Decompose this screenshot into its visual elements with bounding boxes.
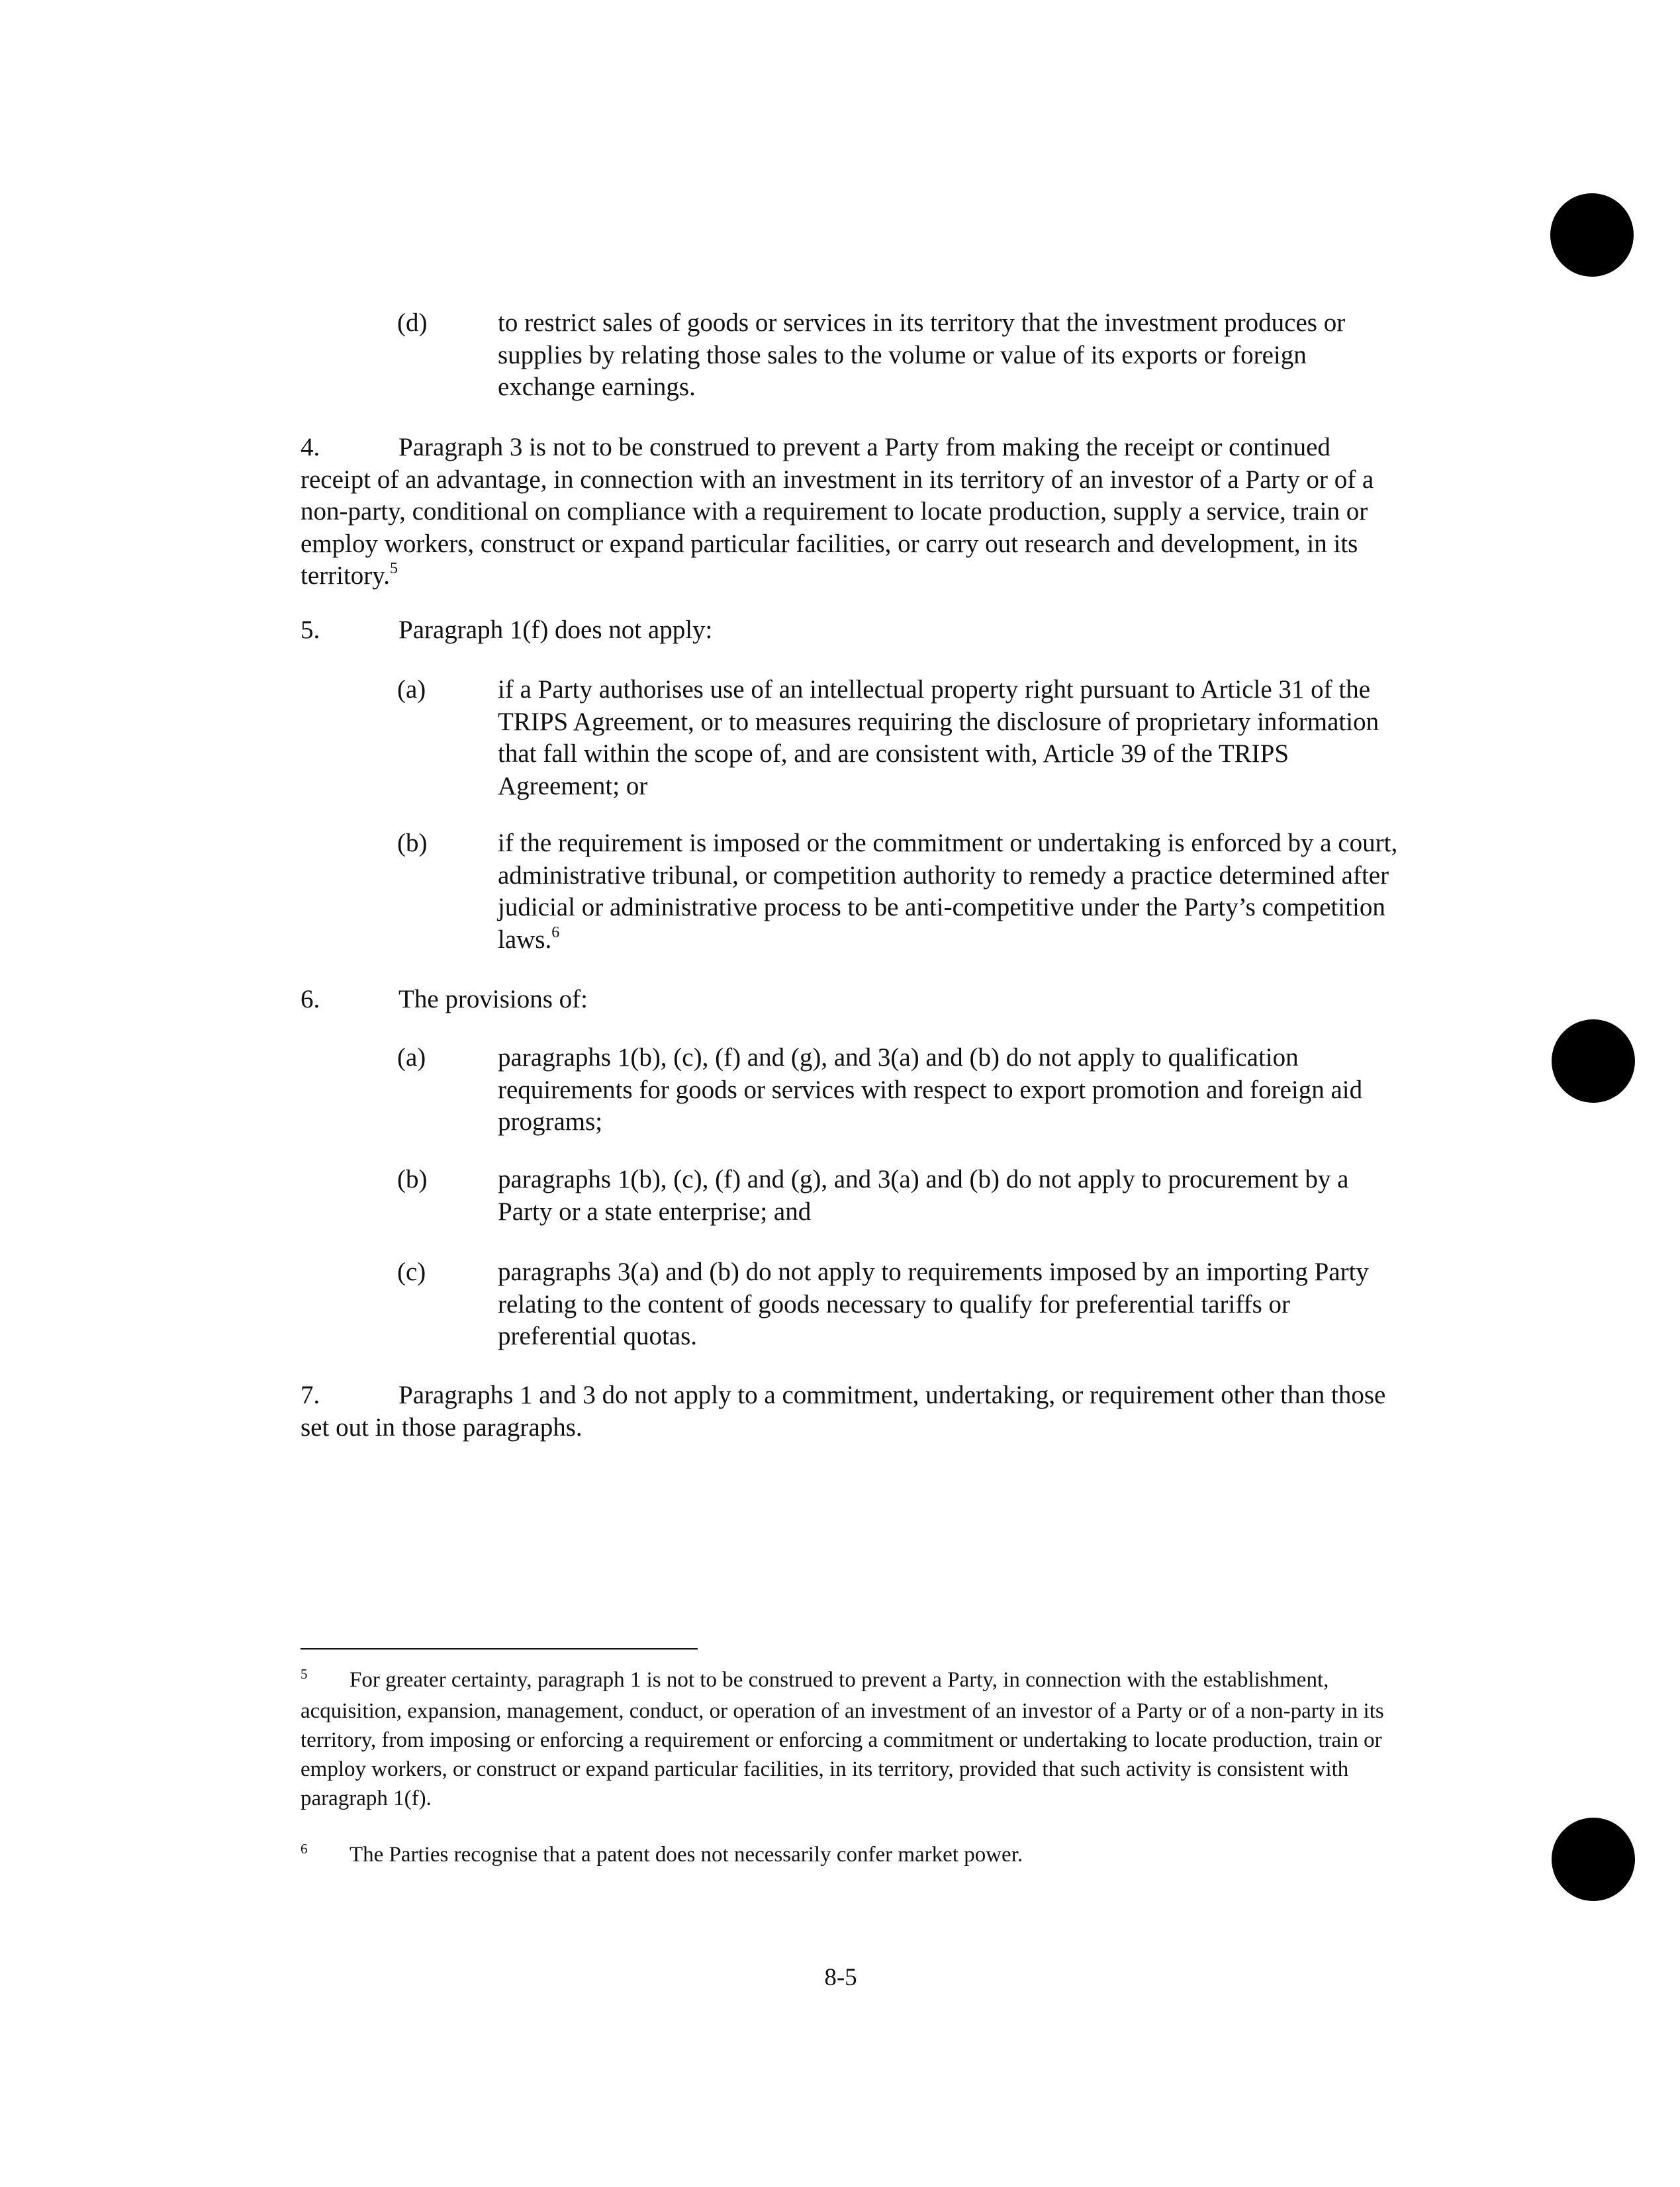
footnote-mark: 5 [301,1666,308,1682]
footnote-5 [301,1665,1399,1813]
subparagraph-text: paragraphs 1(b), (c), (f) and (g), and 3(a) and (b) do not apply to qualification requirements for goods or services with respect to export promotion and foreign aid programs; [498,1043,1363,1136]
punch-hole-bottom [1552,1818,1635,1901]
subparagraph-label: (b) [397,829,428,857]
paragraph-number: 4. [301,433,320,461]
punch-hole-middle [1552,1019,1635,1103]
paragraph-7 [301,1379,1399,1444]
footnote-mark: 6 [301,1841,308,1857]
paragraph-text: Paragraph 3 is not to be construed to prevent a Party from making the receipt or continued receipt of an advantage, in connection with an investment in its territory of an investor of a Party or of a non-party, conditional on compliance with a requirement to locate production, supply a service, train or employ workers, construct or expand particular facilities, or carry out research and development, in its territory. [301,433,1374,590]
paragraph-number: 5. [301,616,320,644]
subparagraph-label: (b) [397,1165,428,1193]
paragraph-4 [301,432,1399,592]
paragraph-text: The provisions of: [398,985,588,1013]
subparagraph-text: paragraphs 1(b), (c), (f) and (g), and 3(a) and (b) do not apply to procurement by a Party or a state enterprise; and [498,1165,1349,1226]
subparagraph-label: (a) [397,1043,426,1072]
page-number: 8-5 [824,1964,857,1991]
subparagraph-text: if a Party authorises use of an intellectual property right pursuant to Article 31 of the TRIPS Agreement, or to measures requiring the disclosure of proprietary information that fall within the scope of, and are consistent with, Article 39 of the TRIPS Agreement; or [498,675,1379,800]
subparagraph-label: (a) [397,675,426,704]
footnote-text: For greater certainty, paragraph 1 is not to be construed to prevent a Party, in connection with the establishment, acquisition, expansion, management, conduct, or operation of an investment of an investor of a Party or of a non-party in its territory, from imposing or enforcing a requirement or enforcing a commitment or undertaking to locate production, train or employ workers, or construct or expand particular facilities, in its territory, provided that such activity is consistent with paragraph 1(f). [301,1668,1384,1810]
footnote-ref-5[interactable]: 5 [390,560,398,577]
paragraph-number: 6. [301,985,320,1013]
subparagraph-body: if the requirement is imposed or the commitment or undertaking is enforced by a court, administrative tribunal, or competition authority to remedy a practice determined after judicial or administrative process to be anti-competitive under the Party’s competition laws. [498,829,1398,954]
subparagraph-label: (d) [397,308,428,337]
subparagraph-text: paragraphs 3(a) and (b) do not apply to requirements imposed by an importing Party relating to the content of goods necessary to qualify for preferential tariffs or preferential quotas. [498,1258,1369,1350]
paragraph-text: Paragraphs 1 and 3 do not apply to a commitment, undertaking, or requirement other than those set out in those paragraphs. [301,1381,1386,1442]
footnote-separator [301,1648,698,1650]
footnote-6 [301,1840,1399,1871]
paragraph-5 [301,614,1399,647]
footnote-ref-6[interactable]: 6 [551,923,560,941]
subparagraph-label: (c) [397,1258,426,1286]
subparagraph-text [498,827,1399,956]
subparagraph-text: to restrict sales of goods or services in its territory that the investment produces or supplies by relating those sales to the volume or value of its exports or foreign exchange earnings. [498,308,1346,401]
paragraph-number: 7. [301,1381,320,1409]
paragraph-text: Paragraph 1(f) does not apply: [398,616,713,644]
paragraph-6 [301,984,1399,1016]
footnote-text: The Parties recognise that a patent does not necessarily confer market power. [350,1843,1023,1867]
punch-hole-top [1550,193,1634,277]
